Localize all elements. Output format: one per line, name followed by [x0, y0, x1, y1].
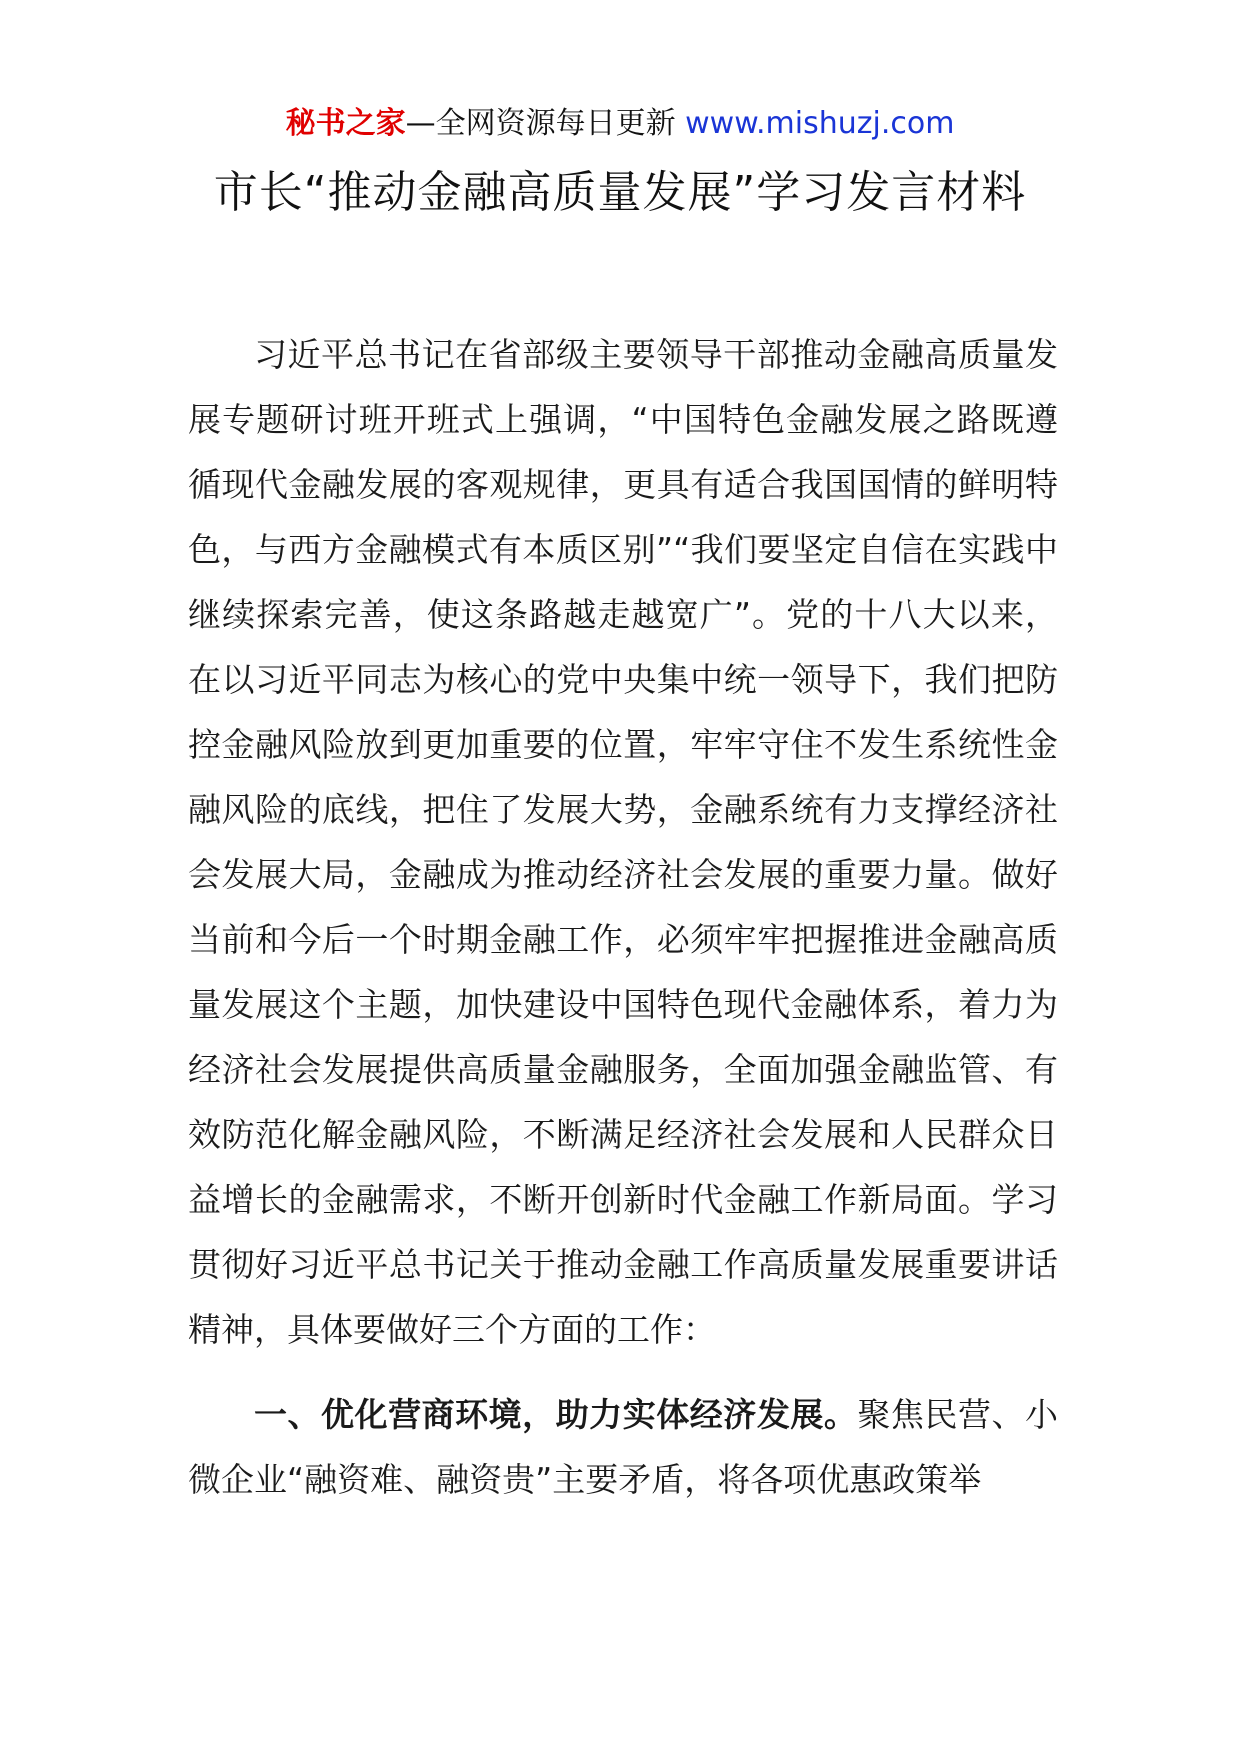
- document-title: 市长“推动金融高质量发展”学习发言材料: [213, 167, 1027, 218]
- body-paragraph-intro: [188, 322, 1058, 1362]
- site-header: [0, 104, 1240, 144]
- paragraph-text: 聚焦民营、小微企业“融资难、融资贵”主要矛盾，将各项优惠政策举: [188, 1395, 1059, 1499]
- header-tagline: —全网资源每日更新: [405, 106, 676, 141]
- document-body: [188, 322, 1058, 1512]
- body-paragraph-section-1: [188, 1382, 1058, 1512]
- section-heading: 一、优化营商环境，助力实体经济发展。: [254, 1395, 858, 1434]
- site-url-link[interactable]: www.mishuzj.com: [685, 106, 955, 141]
- brand-name: 秘书之家: [285, 106, 406, 141]
- paragraph-text: 习近平总书记在省部级主要领导干部推动金融高质量发展专题研讨班开班式上强调，“中国特色金融发展之路既遵循现代金融发展的客观规律，更具有适合我国国情的鲜明特色，与西方金融模式有本质区别”“我们要坚定自信在实践中继续探索完善，使这条路越走越宽广”。党的十八大以来，在以习近平同志为核心的党中央集中统一领导下，我们把防控金融风险放到更加重要的位置，牢牢守住不发生系统性金融风险的底线，把住了发展大势，金融系统有力支撑经济社会发展大局，金融成为推动经济社会发展的重要力量。做好当前和今后一个时期金融工作，必须牢牢把握推进金融高质量发展这个主题，加快建设中国特色现代金融体系，着力为经济社会发展提供高质量金融服务，全面加强金融监管、有效防范化解金融风险，不断满足经济社会发展和人民群众日益增长的金融需求，不断开创新时代金融工作新局面。学习贯彻好习近平总书记关于推动金融工作高质量发展重要讲话精神，具体要做好三个方面的工作：: [188, 335, 1058, 1349]
